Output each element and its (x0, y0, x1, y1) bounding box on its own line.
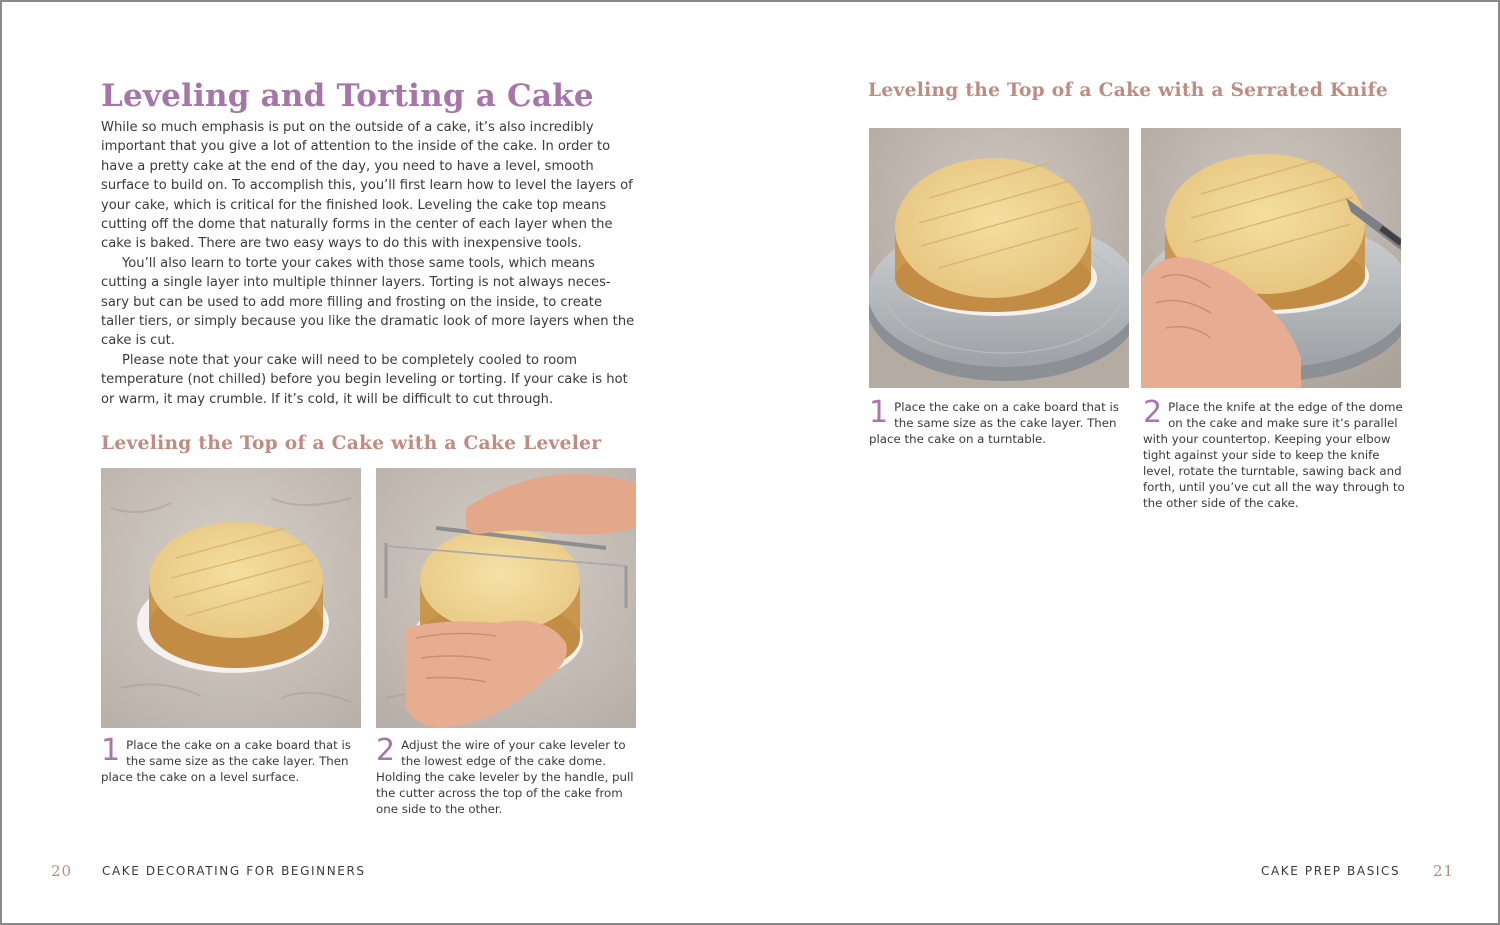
intro-text (101, 118, 639, 409)
intro-paragraph-1: While so much emphasis is put on the outside of a cake, it’s also incredibly important that you give a lot of attention to the inside of the cake. In order to have a pretty cake at the end of the day, you need to have a level, smooth surface to build on. To accomplish this, you’ll first learn how to level the layers of your cake, which is critical for the finished look. Leveling the cake top means cutting off the dome that naturally forms in the center of each layer when the cake is baked. There are two easy ways to do this with inexpensive tools. (101, 120, 633, 252)
step-number: 2 (376, 733, 396, 768)
page-number-left: 20 (51, 862, 73, 880)
leveler-step-1 (101, 733, 363, 785)
running-head-left: CAKE DECORATING FOR BEGINNERS (102, 864, 366, 878)
running-head-right: CAKE PREP BASICS (1261, 864, 1401, 878)
step-text: Place the cake on a cake board that is the same size as the cake layer. Then place the cake on a level surface. (101, 738, 351, 784)
intro-paragraph-3: Please note that your cake will need to be completely cooled to room temperature (not chilled) before you begin leveling or torting. If your cake is hot or warm, it may crumble. If it’s cold, it will be difficult to cut through. (101, 352, 628, 407)
photo-cake-leveler (376, 468, 636, 728)
leveler-step-2 (376, 733, 638, 817)
section-title-serrated-knife: Leveling the Top of a Cake with a Serrated Knife (868, 80, 1389, 101)
section-title-cake-leveler: Leveling the Top of a Cake with a Cake Leveler (101, 433, 602, 454)
step-text: Place the knife at the edge of the dome on the cake and make sure it’s parallel with your countertop. Keeping your elbow tight against your side to keep the knife level, rotate the turntable, sawing back and forth, until you’ve cut all the way through to the other side of the cake. (1143, 400, 1405, 510)
step-number: 1 (101, 733, 121, 768)
step-number: 1 (869, 395, 889, 430)
knife-step-2 (1143, 395, 1405, 511)
step-number: 2 (1143, 395, 1163, 430)
page-title: Leveling and Torting a Cake (101, 78, 594, 114)
page-number-right: 21 (1433, 862, 1455, 880)
knife-step-1 (869, 395, 1131, 447)
intro-paragraph-2: You’ll also learn to torte your cakes with those same tools, which means cutting a single layer into multiple thinner layers. Torting is not always neces- sary but can be used to add more filling and frosting on the inside, to create taller tiers, or simply because you like the dramatic look of more layers when the cake is cut. (101, 255, 635, 349)
photo-serrated-knife (1141, 128, 1401, 388)
photo-cake-on-turntable (869, 128, 1129, 388)
step-text: Adjust the wire of your cake leveler to the lowest edge of the cake dome. Holding the cake leveler by the handle, pull the cutter across the top of the cake from one side to the other. (376, 738, 634, 816)
photo-cake-on-board (101, 468, 361, 728)
step-text: Place the cake on a cake board that is the same size as the cake layer. Then place the cake on a turntable. (869, 400, 1119, 446)
